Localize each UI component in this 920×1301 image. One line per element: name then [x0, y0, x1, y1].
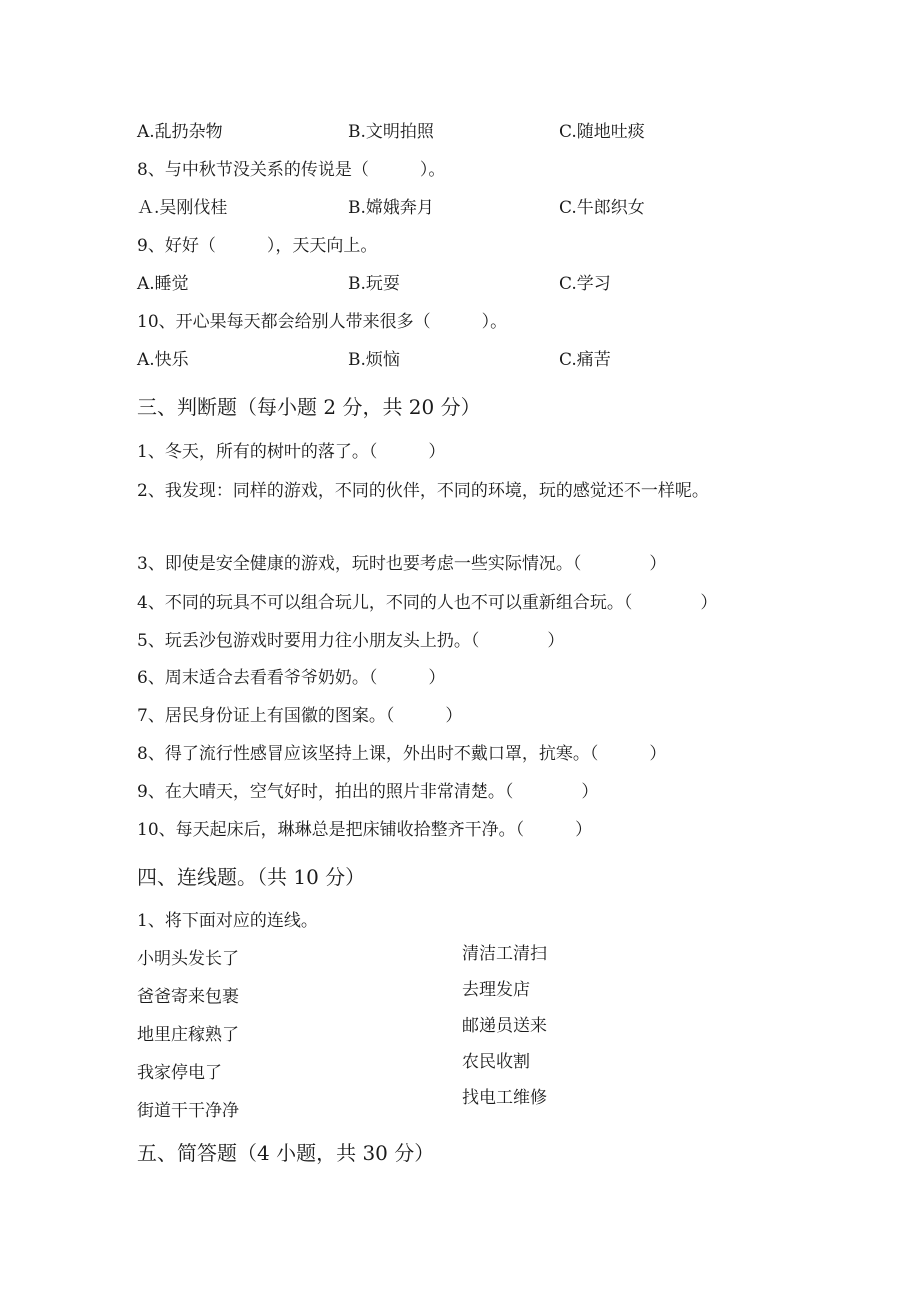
q9-stem: 9、好好（ ），天天向上。	[137, 236, 378, 256]
section4-instruction: 1、将下面对应的连线。	[137, 911, 318, 931]
judge-item-1: 1、冬天，所有的树叶的落了。（ ）	[137, 442, 446, 462]
judge-item-5: 5、玩丢沙包游戏时要用力往小朋友头上扔。（ ）	[137, 631, 565, 651]
match-left-5: 街道干干净净	[137, 1101, 239, 1121]
match-right-1: 清洁工清扫	[462, 944, 547, 964]
match-left-1: 小明头发长了	[137, 949, 239, 969]
section4-title: 四、连线题。（共 10 分）	[137, 865, 366, 889]
q9-option-b: B.玩耍	[348, 274, 400, 294]
q9-option-c: C.学习	[559, 274, 611, 294]
q7-option-b: B.文明拍照	[348, 122, 434, 142]
q8-option-c: C.牛郎织女	[559, 198, 645, 218]
match-right-3: 邮递员送来	[462, 1016, 547, 1036]
judge-item-4: 4、不同的玩具不可以组合玩儿，不同的人也不可以重新组合玩。（ ）	[137, 593, 718, 613]
q8-option-a: Ａ.吴刚伐桂	[137, 198, 228, 218]
q7-option-c: C.随地吐痰	[559, 122, 645, 142]
match-left-4: 我家停电了	[137, 1063, 222, 1083]
match-right-4: 农民收割	[462, 1052, 530, 1072]
q8-stem: 8、与中秋节没关系的传说是（ ）。	[137, 160, 446, 180]
match-right-5: 找电工维修	[462, 1088, 547, 1108]
judge-item-7: 7、居民身份证上有国徽的图案。（ ）	[137, 706, 463, 726]
section5-title: 五、简答题（4 小题，共 30 分）	[137, 1141, 435, 1165]
q9-option-a: A.睡觉	[137, 274, 189, 294]
q10-option-a: A.快乐	[137, 350, 189, 370]
section3-title: 三、判断题（每小题 2 分，共 20 分）	[137, 395, 481, 419]
q8-option-b: B.嫦娥奔月	[348, 198, 434, 218]
match-right-2: 去理发店	[462, 980, 530, 1000]
q7-option-a: A.乱扔杂物	[137, 122, 223, 142]
judge-item-6: 6、周末适合去看看爷爷奶奶。（ ）	[137, 668, 446, 688]
q10-option-b: B.烦恼	[348, 350, 400, 370]
match-left-2: 爸爸寄来包裹	[137, 987, 239, 1007]
q10-stem: 10、开心果每天都会给别人带来很多（ ）。	[137, 312, 508, 332]
q10-option-c: C.痛苦	[559, 350, 611, 370]
judge-item-10: 10、每天起床后，琳琳总是把床铺收拾整齐干净。（ ）	[137, 820, 593, 840]
match-left-3: 地里庄稼熟了	[137, 1025, 239, 1045]
judge-item-8: 8、得了流行性感冒应该坚持上课，外出时不戴口罩，抗寒。（ ）	[137, 744, 667, 764]
judge-item-2: 2、我发现：同样的游戏，不同的伙伴，不同的环境，玩的感觉还不一样呢。	[137, 481, 709, 501]
judge-item-9: 9、在大晴天，空气好时，拍出的照片非常清楚。（ ）	[137, 782, 599, 802]
judge-item-3: 3、即使是安全健康的游戏，玩时也要考虑一些实际情况。（ ）	[137, 554, 667, 574]
